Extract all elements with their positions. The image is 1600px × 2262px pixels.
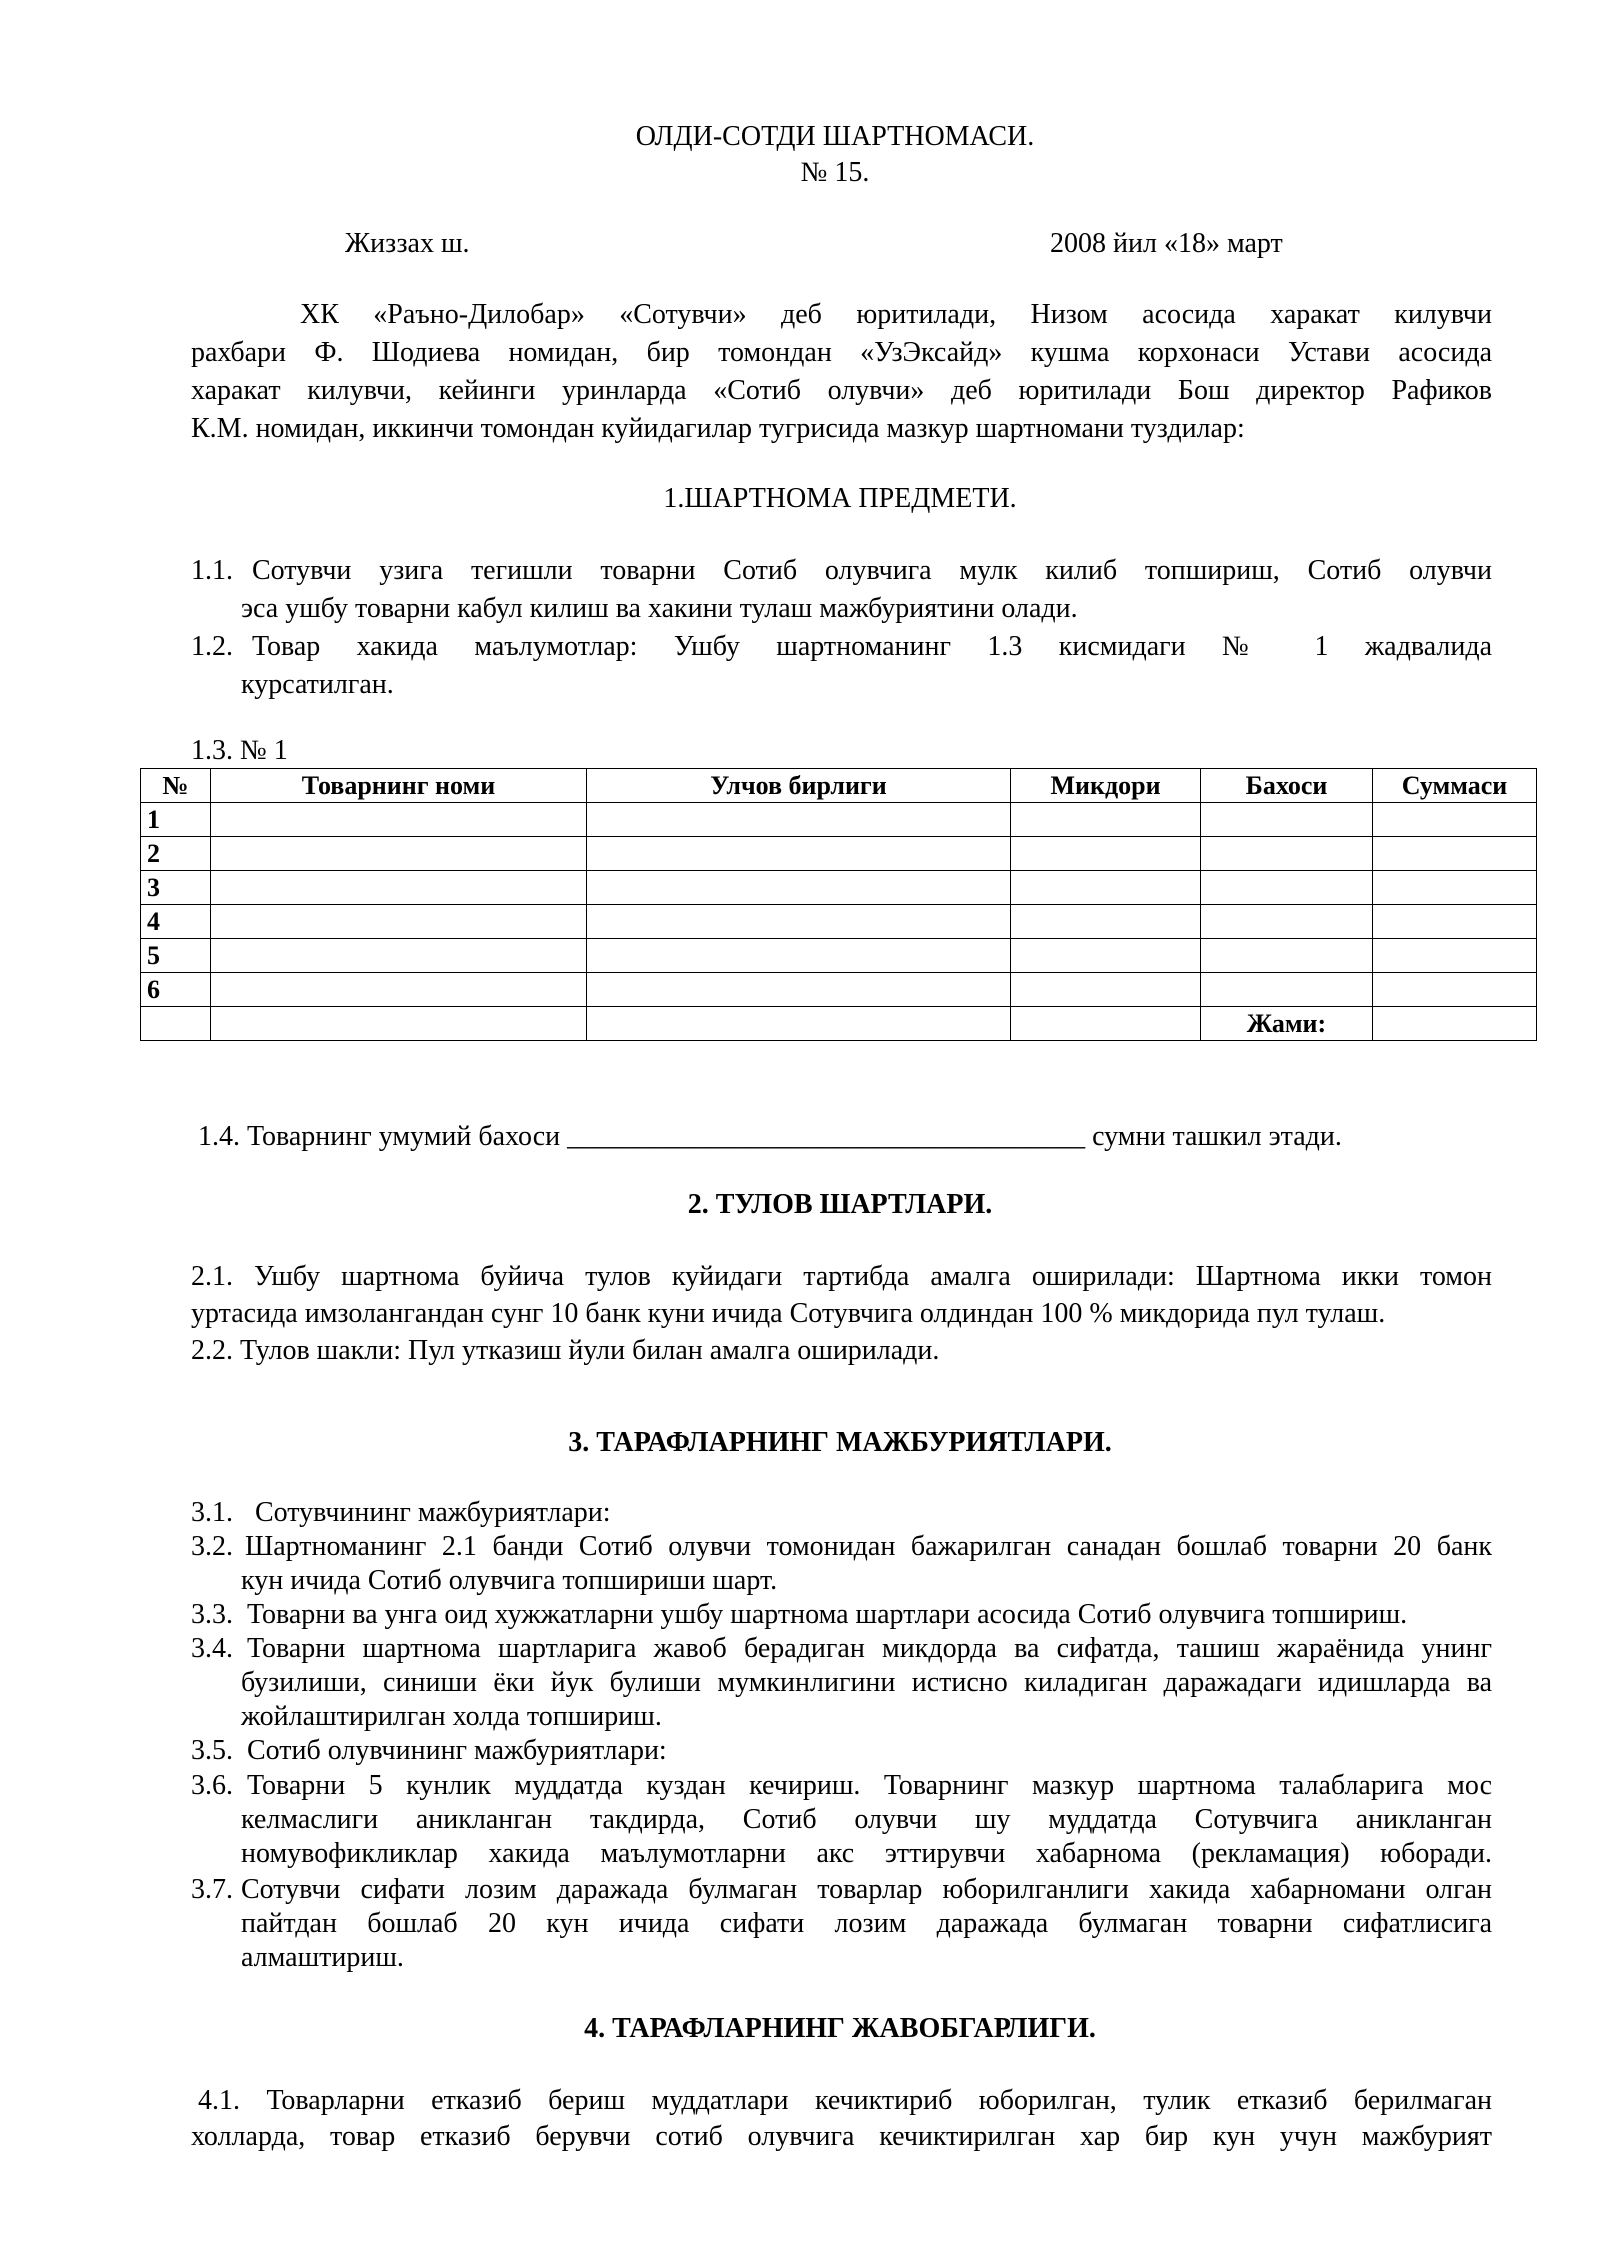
- item-3-3-number: 3.3.: [191, 1599, 233, 1630]
- row-number: 1: [141, 803, 211, 837]
- table-row: [141, 939, 1537, 973]
- cell-price: [1201, 803, 1373, 837]
- row-number: 2: [141, 837, 211, 871]
- liability-line-1: 4.1. Товарларни етказиб бериш муддатлари кечиктириб юборилган, тулик етказиб берилмаган: [198, 2085, 1492, 2116]
- total-value: [1373, 1007, 1537, 1041]
- table-header-row: [141, 769, 1537, 803]
- item-3-2-number: 3.2.: [191, 1531, 233, 1562]
- intro-line-4: К.М. номидан, иккинчи томондан куйидагилар тугрисида мазкур шартномани туздилар:: [191, 413, 1245, 444]
- cell-price: [1201, 837, 1373, 871]
- item-3-7-number: 3.7.: [191, 1874, 233, 1905]
- cell-sum: [1373, 871, 1537, 905]
- col-header-quantity: Микдори: [1011, 769, 1201, 803]
- cell-quantity: [1011, 871, 1201, 905]
- table-row: [141, 803, 1537, 837]
- item-1-2-line-1: Товар хакида маълумотлар: Ушбу шартноманинг 1.3 кисмидаги № 1 жадвалида: [252, 631, 1492, 662]
- item-1-2-line-2: курсатилган.: [241, 669, 394, 700]
- intro-line-3: харакат килувчи, кейинги уринларда «Сотиб олувчи» деб юритилади Бош директор Рафиков: [191, 375, 1492, 406]
- contract-city: Жиззах ш.: [345, 228, 470, 259]
- table-row: [141, 871, 1537, 905]
- cell-name: [211, 905, 587, 939]
- table-row: [141, 837, 1537, 871]
- cell-name: [211, 973, 587, 1007]
- payment-line-3: 2.2. Тулов шакли: Пул утказиш йули билан амалга оширилади.: [191, 1335, 940, 1366]
- intro-line-1: ХК «Раъно-Дилобар» «Сотувчи» деб юритилади, Низом асосида харакат килувчи: [300, 299, 1492, 330]
- cell-name: [211, 871, 587, 905]
- row-number: 3: [141, 871, 211, 905]
- cell-price: [1201, 905, 1373, 939]
- liability-line-2: холларда, товар етказиб берувчи сотиб олувчига кечиктирилган хар бир кун учун мажбурият: [191, 2121, 1492, 2152]
- table-caption: 1.3. № 1: [191, 735, 288, 766]
- item-3-2-line-2: кун ичида Сотиб олувчига топшириши шарт.: [241, 1565, 778, 1596]
- item-3-6-line-1: Товарни 5 кунлик муддатда куздан кечириш. Товарнинг мазкур шартнома талабларига мос: [247, 1770, 1492, 1801]
- item-1-1-number: 1.1.: [191, 555, 233, 586]
- cell-sum: [1373, 939, 1537, 973]
- item-3-6-line-2: келмаслиги аникланган такдирда, Сотиб олувчи шу муддатда Сотувчига аникланган: [241, 1804, 1492, 1835]
- item-3-4-number: 3.4.: [191, 1633, 233, 1664]
- total-label: Жами:: [1201, 1007, 1373, 1041]
- col-header-unit: Улчов бирлиги: [587, 769, 1011, 803]
- cell-quantity: [1011, 905, 1201, 939]
- item-3-7-line-2: пайтдан бошлаб 20 кун ичида сифати лозим даражада булмаган товарни сифатлисига: [241, 1908, 1492, 1939]
- col-header-number: №: [141, 769, 211, 803]
- cell-price: [1201, 973, 1373, 1007]
- col-header-name: Товарнинг номи: [211, 769, 587, 803]
- goods-table: [140, 768, 1537, 1041]
- payment-line-2: уртасида имзолангандан сунг 10 банк куни ичида Сотувчига олдиндан 100 % микдорида пул тулаш.: [191, 1298, 1386, 1329]
- row-number: 4: [141, 905, 211, 939]
- cell-quantity: [1011, 939, 1201, 973]
- item-3-7-line-1: Сотувчи сифати лозим даражада булмаган товарлар юборилганлиги хакида хабарномани олган: [241, 1874, 1492, 1905]
- item-3-5-line-1: Сотиб олувчининг мажбуриятлари:: [247, 1735, 667, 1766]
- col-header-sum: Суммаси: [1373, 769, 1537, 803]
- cell-unit: [587, 905, 1011, 939]
- cell-unit: [587, 837, 1011, 871]
- item-1-2-number: 1.2.: [191, 631, 233, 662]
- cell-unit: [587, 803, 1011, 837]
- payment-line-1: 2.1. Ушбу шартнома буйича тулов куйидаги тартибда амалга оширилади: Шартнома икки томон: [191, 1261, 1492, 1292]
- item-3-2-line-1: Шартноманинг 2.1 банди Сотиб олувчи томонидан бажарилган санадан бошлаб товарни 20 банк: [245, 1531, 1492, 1562]
- contract-number: № 15.: [800, 157, 870, 188]
- cell-quantity: [1011, 973, 1201, 1007]
- item-3-7-line-3: алмаштириш.: [241, 1942, 404, 1973]
- cell-quantity: [1011, 803, 1201, 837]
- col-header-price: Бахоси: [1201, 769, 1373, 803]
- cell-unit: [587, 871, 1011, 905]
- item-3-4-line-3: жойлаштирилган холда топшириш.: [241, 1701, 662, 1732]
- intro-line-2: рахбари Ф. Шодиева номидан, бир томондан «УзЭксайд» кушма корхонаси Устави асосида: [191, 337, 1492, 368]
- cell-price: [1201, 871, 1373, 905]
- item-1-1-line-1: Сотувчи узига тегишли товарни Сотиб олувчига мулк килиб топшириш, Сотиб олувчи: [252, 555, 1492, 586]
- contract-date: 2008 йил «18» март: [1050, 228, 1283, 259]
- cell-sum: [1373, 803, 1537, 837]
- item-1-1-line-2: эса ушбу товарни кабул килиш ва хакини тулаш мажбуриятини олади.: [241, 593, 1078, 624]
- item-3-6-line-3: номувофикликлар хакида маълумотларни акс эттирувчи хабарнома (рекламация) юборади.: [241, 1838, 1492, 1869]
- section1-heading: 1.ШАРТНОМА ПРЕДМЕТИ.: [663, 483, 1017, 514]
- item-3-4-line-1: Товарни шартнома шартларига жавоб берадиган микдорда ва сифатда, ташиш жараёнида унинг: [247, 1633, 1492, 1664]
- section2-heading: 2. ТУЛОВ ШАРТЛАРИ.: [687, 1189, 993, 1220]
- cell-sum: [1373, 973, 1537, 1007]
- item-3-1-line-1: Сотувчининг мажбуриятлари:: [255, 1497, 611, 1528]
- row-number: 6: [141, 973, 211, 1007]
- total-price-line: 1.4. Товарнинг умумий бахоси _____________________________________ сумни ташкил этади.: [198, 1121, 1342, 1152]
- contract-title: ОЛДИ-СОТДИ ШАРТНОМАСИ.: [635, 121, 1035, 152]
- item-3-1-number: 3.1.: [191, 1497, 233, 1528]
- section4-heading: 4. ТАРАФЛАРНИНГ ЖАВОБГАРЛИГИ.: [584, 2013, 1096, 2044]
- cell-sum: [1373, 837, 1537, 871]
- row-number: 5: [141, 939, 211, 973]
- item-3-4-line-2: бузилиши, синиши ёки йук булиши мумкинлигини истисно киладиган даражадаги идишларда ва: [241, 1667, 1492, 1698]
- item-3-6-number: 3.6.: [191, 1770, 233, 1801]
- cell-name: [211, 803, 587, 837]
- table-row: [141, 973, 1537, 1007]
- table-row: [141, 905, 1537, 939]
- cell-quantity: [1011, 837, 1201, 871]
- item-3-5-number: 3.5.: [191, 1735, 233, 1766]
- table-total-row: [141, 1007, 1537, 1041]
- cell-price: [1201, 939, 1373, 973]
- cell-unit: [587, 973, 1011, 1007]
- item-3-3-line-1: Товарни ва унга оид хужжатларни ушбу шартнома шартлари асосида Сотиб олувчига топшириш.: [247, 1599, 1408, 1630]
- cell-name: [211, 837, 587, 871]
- cell-name: [211, 939, 587, 973]
- cell-unit: [587, 939, 1011, 973]
- section3-heading: 3. ТАРАФЛАРНИНГ МАЖБУРИЯТЛАРИ.: [568, 1427, 1112, 1458]
- cell-sum: [1373, 905, 1537, 939]
